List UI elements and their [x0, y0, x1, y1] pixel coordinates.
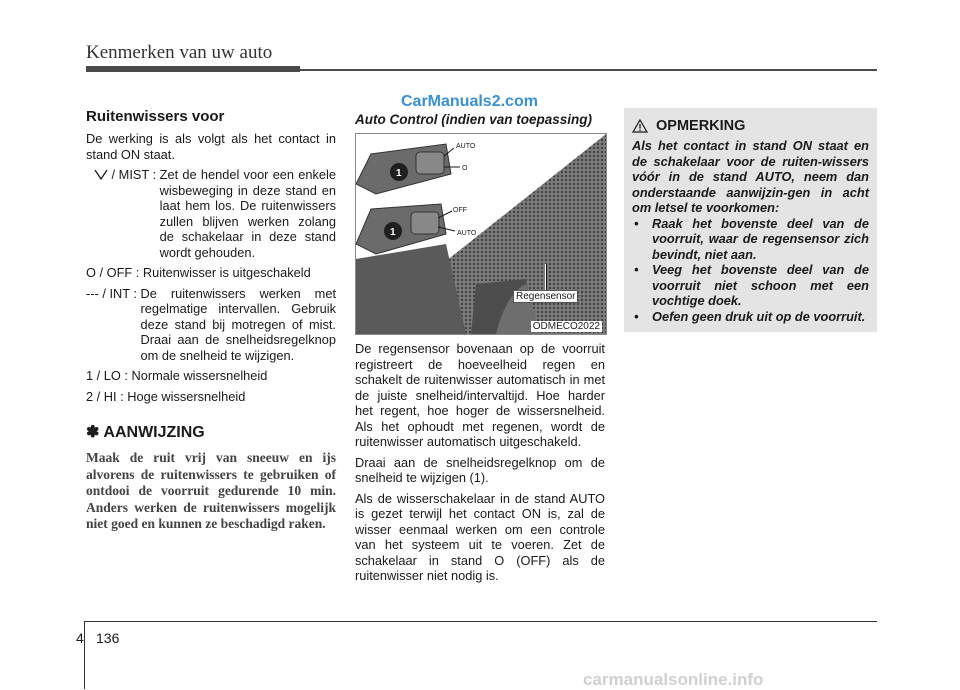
definition-key: --- / INT :: [86, 285, 141, 301]
warning-bullet: • Oefen geen druk uit op de voorruit.: [634, 308, 866, 324]
column-left: [86, 108, 336, 533]
definition-value: Normale wissersnelheid: [131, 368, 268, 383]
figure-code: ODMECO2022: [532, 321, 600, 332]
definition-int: [86, 286, 336, 364]
note-star-icon: ✽: [86, 424, 100, 441]
intro-text: De werking is als volgt als het contact in stand ON staat.: [86, 131, 336, 162]
header-rule: [300, 69, 877, 71]
definition-hi: [86, 389, 336, 405]
warning-list: [632, 216, 869, 325]
note-text: Maak de ruit vrij van sneeuw en ijs alvorens de ruitenwissers te gebruiken of ontdooi de voorruit gedurende 10 min. Anders werken de ruitenwissers mogelijk niet goed en kunnen ze beschadigd raken.: [86, 450, 336, 531]
section-heading: Ruitenwissers voor: [86, 108, 225, 125]
auto-bottom-label: AUTO: [457, 230, 477, 237]
warning-intro: Als het contact in stand ON staat en de schakelaar voor de ruiten-wissers vóór in de stand AUTO, neem dan onderstaande aanwijzin-gen in acht om letsel te voorkomen:: [632, 138, 869, 215]
warning-bullet: • Raak het bovenste deel van de voorruit, waar de regensensor zich bevindt, niet aan.: [634, 215, 869, 262]
header-bar: [86, 66, 300, 72]
definition-value: Ruitenwisser is uitgeschakeld: [142, 265, 311, 280]
definition-value: Zet de hendel voor een enkele wisbeweging in deze stand en laat hem los. De ruitenwissers zullen blijven werken zolang de schakelaar in deze stand wordt gehouden.: [159, 167, 336, 260]
definition-mist: [86, 167, 336, 260]
callout-1-upper: 1: [396, 168, 402, 179]
callout-1-lower: 1: [390, 227, 396, 238]
chapter-number: 4: [76, 630, 84, 646]
footer-rule: [85, 621, 877, 622]
definition-value: Hoge wissersnelheid: [127, 388, 246, 404]
warning-box: [624, 108, 877, 332]
definition-key: / MIST :: [86, 167, 160, 260]
o-label: O: [462, 165, 468, 172]
definition-off: [86, 265, 336, 281]
definition-key: O / OFF :: [86, 265, 143, 280]
warning-heading: OPMERKING: [632, 118, 869, 134]
watermark-top[interactable]: CarManuals2.com: [401, 93, 538, 110]
wiper-switch-figure: [355, 133, 607, 335]
off-label: OFF: [453, 207, 467, 214]
definition-lo: [86, 368, 336, 384]
column-right: [624, 108, 877, 332]
warning-bullet: • Veeg het bovenste deel van de voorruit niet schoon met een vochtige doek.: [634, 262, 869, 308]
paragraph-3: Als de wisserschakelaar in de stand AUTO is gezet terwijl het contact ON is, zal de wisser eenmaal werken om een controle van het systeem uit te voeren. Zet de schakelaar in stand O (OFF) als de ruitenwisser niet nodig is.: [355, 490, 605, 583]
page-number: 136: [96, 630, 120, 646]
rain-sensor-label: Regensensor: [513, 290, 578, 303]
single-wipe-symbol-icon: [94, 169, 108, 180]
definition-key: 2 / HI :: [86, 388, 128, 404]
figure-caption: Auto Control (indien van toepassing): [355, 112, 592, 127]
definition-key: 1 / LO :: [86, 368, 132, 383]
footer-divider: [84, 621, 85, 689]
warning-triangle-icon: [632, 119, 648, 133]
note-heading: ✽ AANWIJZING: [86, 424, 205, 441]
column-middle: [355, 108, 605, 589]
paragraph-2: Draai aan de snelheidsregelknop om de snelheid te wijzigen (1).: [355, 454, 605, 485]
wiper-switch-illustration: [356, 134, 606, 334]
watermark-bottom[interactable]: carmanualsonline.info: [583, 670, 764, 689]
paragraph-1: De regensensor bovenaan op de voorruit registreert de hoeveelheid regen en schakelt de ruitenwisser automatisch in met de juiste snelheid/intervaltijd. Hoe harder het regent, hoe hoger de wissersnelheid. Als het ophoudt met regenen, wordt de ruitenwisser automatisch uitgeschakeld.: [355, 341, 605, 449]
auto-top-label: AUTO: [456, 143, 476, 150]
page-header-title: Kenmerken van uw auto: [86, 42, 273, 63]
definition-value: De ruitenwissers werken met regelmatige intervallen. Gebruik deze stand bij motregen of mist. Draai aan de snelheidsregelknop om de snelheid te wijzigen.: [140, 285, 336, 363]
